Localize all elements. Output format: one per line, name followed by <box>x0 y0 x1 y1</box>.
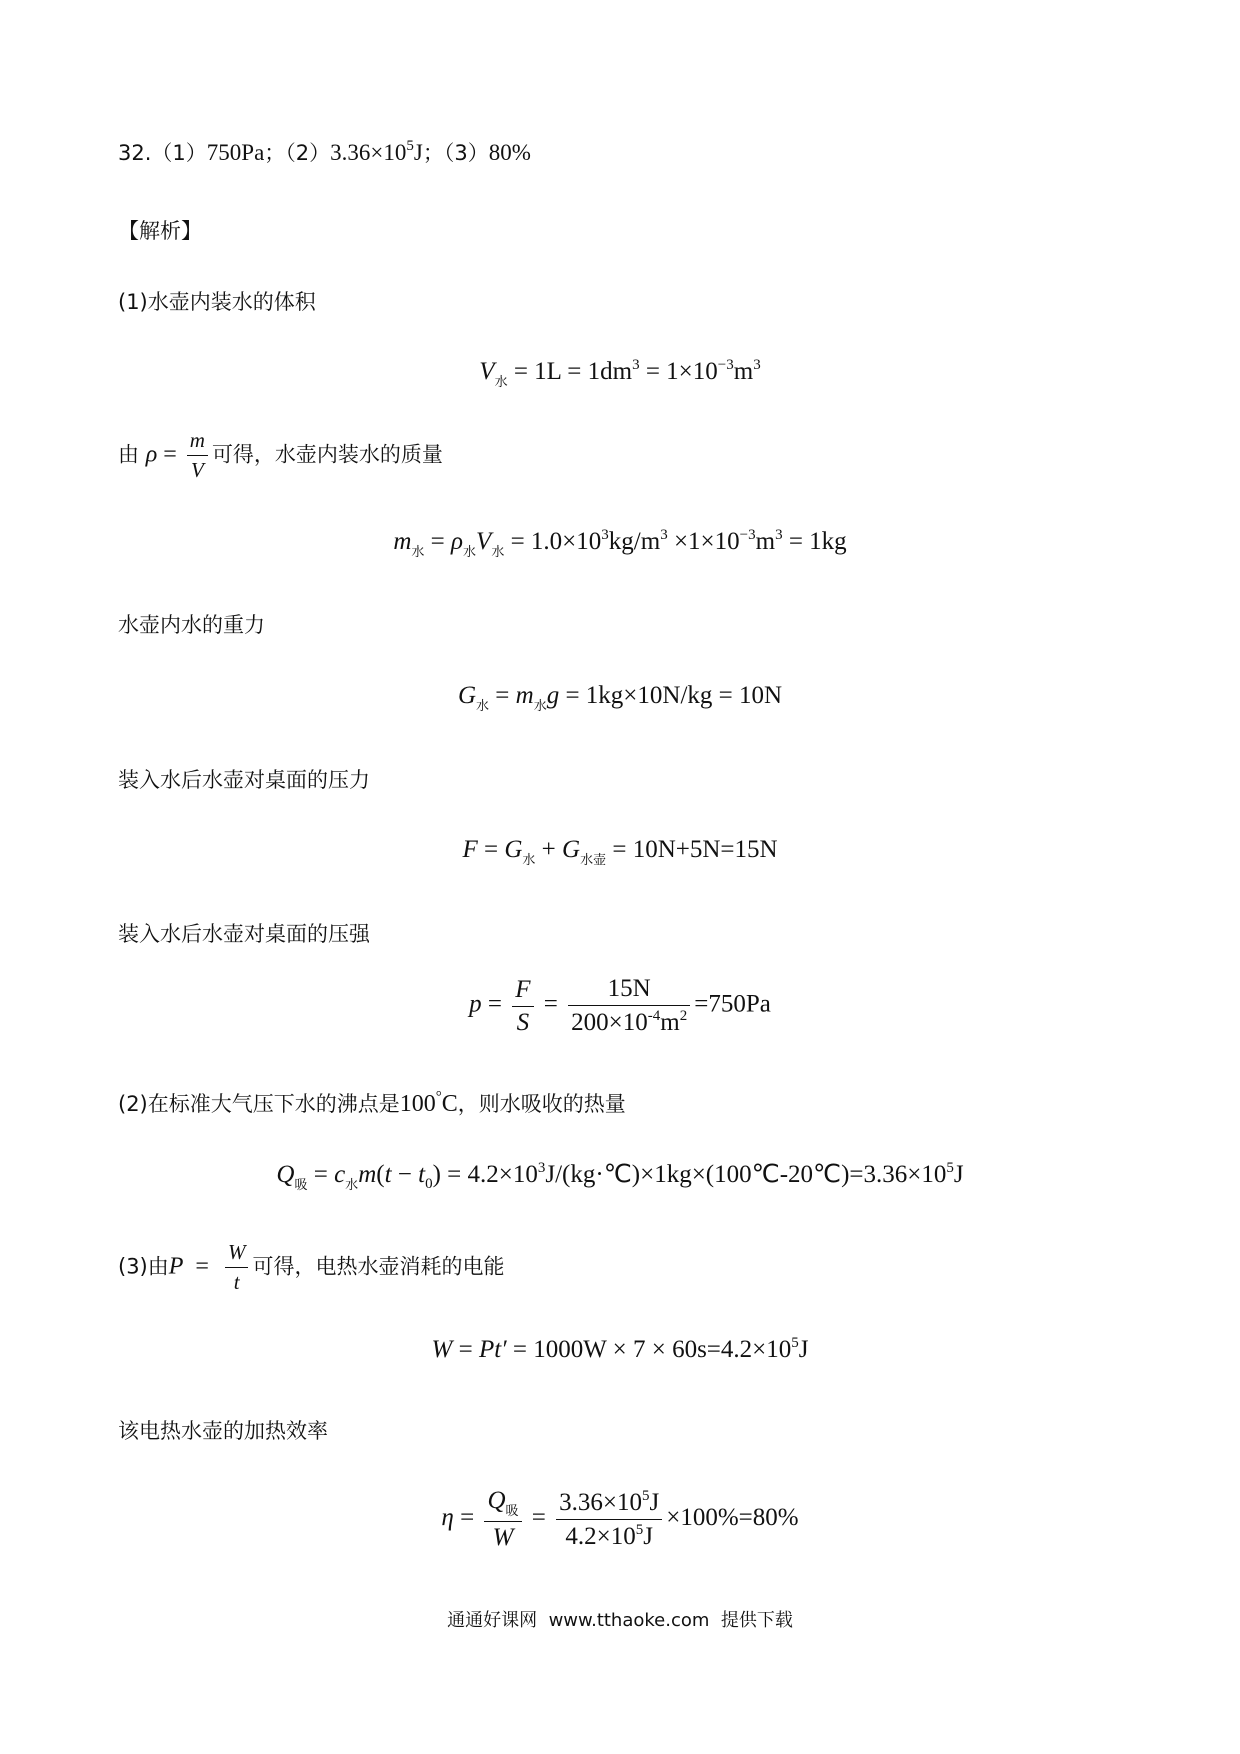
equation-energy: $W = Pt' = 1000W \times 7 \times 60s=4.2\times 10^5J$ <box>431 1335 809 1363</box>
answer-line: 32.（1）750Pa；$(2)3.36\times 10^5J$；（3）80% <box>118 138 531 165</box>
efficiency-fraction-2: $\frac{3.36\times 10^5J}{4.2\times 10^5J}$ <box>556 1488 662 1551</box>
footer-source: 通通好课网 www.tthaoke.com 提供下载 <box>447 1610 793 1631</box>
step2-intro: (2)在标准大气压下水的沸点是100°C，则水吸收的热量 <box>118 1089 626 1117</box>
analysis-heading: 【解析】 <box>118 219 202 243</box>
equation-gravity: $G_水 = m_水g = 1kg\times 10N/kg = 10N$ <box>457 682 783 714</box>
power-fraction: $\frac{W}{t}$ <box>225 1240 249 1295</box>
answer-part1: 750Pa <box>206 140 265 165</box>
equation-pressure: p = $\frac{F}{S}$ = $\frac{15N}{200\times 10^{-4}m^2}$ =750Pa <box>469 975 771 1036</box>
step1-intro: (1)水壶内装水的体积 <box>118 290 316 314</box>
equation-force: $F = G_水 + G_{水壶} = 10N+5N=15N$ <box>462 836 778 868</box>
equation-mass: $m_水 = \rho_水V_水 = 1.0\times 10^3kg/m^3 \times 1\times 10^{-3}m^3 = 1kg$ <box>393 527 847 560</box>
answer-part2: $3.36\times 10^5J$ <box>330 138 423 165</box>
density-line: 由 ρ = $\frac{m}{V}$ 可得，水壶内装水的质量 <box>118 428 443 482</box>
efficiency-intro: 该电热水壶的加热效率 <box>118 1419 328 1443</box>
question-number: 32. <box>118 141 152 165</box>
equation-efficiency: η = $\frac{Q_吸}{W}$ = $\frac{3.36\times 10^5J}{4.2\times 10^5J}$ ×100%=80% <box>441 1487 799 1551</box>
force-intro: 装入水后水壶对桌面的压力 <box>118 768 370 792</box>
answer-part3: 80% <box>488 140 531 165</box>
density-fraction: $\frac{m}{V}$ <box>187 428 208 483</box>
pressure-fraction-1: $\frac{F}{S}$ <box>512 976 533 1037</box>
equation-volume: $V_水 = 1L = 1dm^3 = 1\times 10^{-3}m^3$ <box>479 357 761 390</box>
pressure-intro: 装入水后水壶对桌面的压强 <box>118 922 370 946</box>
gravity-intro: 水壶内水的重力 <box>118 613 265 637</box>
efficiency-fraction-1: $\frac{Q_吸}{W}$ <box>484 1487 521 1552</box>
pressure-fraction-2: $\frac{15N}{200\times 10^{-4}m^2}$ <box>568 975 690 1037</box>
equation-heat: $Q_吸 = c_水m(t - t_0)$ = $4.2\times 10^3J/(kg\cdot℃)\times 1kg\times(100℃-20℃)=3.36\times 10^5J$ <box>276 1160 964 1193</box>
step3-line: (3)由P = $\frac{W}{t}$ 可得，电热水壶消耗的电能 <box>118 1240 505 1294</box>
